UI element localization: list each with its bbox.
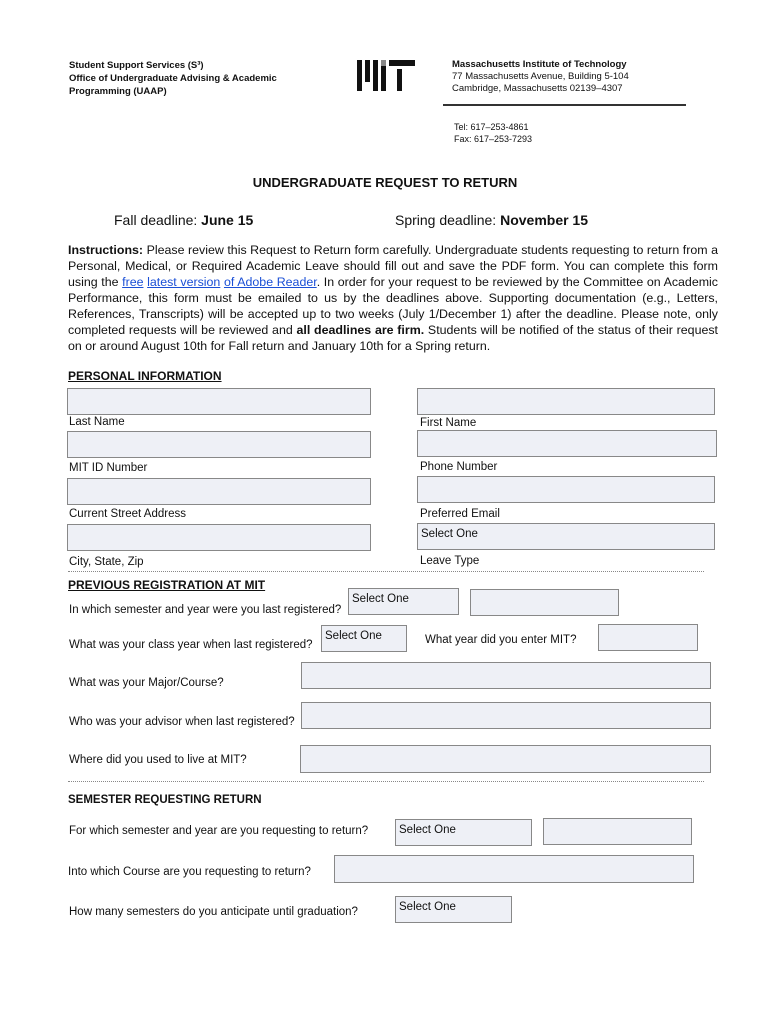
return-semester-question: For which semester and year are you requesting to return? bbox=[69, 825, 369, 837]
residence-question: Where did you used to live at MIT? bbox=[69, 754, 247, 766]
phone-field[interactable] bbox=[417, 430, 717, 457]
instructions-lead: Instructions: bbox=[68, 243, 144, 257]
address-line-2: Cambridge, Massachusetts 02139–4307 bbox=[452, 83, 623, 94]
class-year-select[interactable]: Select One bbox=[321, 625, 407, 652]
section-divider bbox=[68, 571, 704, 572]
mit-logo bbox=[357, 60, 415, 91]
leave-type-select[interactable]: Select One bbox=[417, 523, 715, 550]
enter-year-field[interactable] bbox=[598, 624, 698, 651]
requesting-heading: SEMESTER REQUESTING RETURN bbox=[68, 794, 262, 806]
email-label: Preferred Email bbox=[420, 508, 500, 520]
last-name-label: Last Name bbox=[69, 416, 125, 428]
department-line-2: Office of Undergraduate Advising & Academic bbox=[69, 73, 277, 84]
enter-year-question: What year did you enter MIT? bbox=[425, 634, 577, 646]
return-year-field[interactable] bbox=[543, 818, 692, 845]
city-state-zip-field[interactable] bbox=[67, 524, 371, 551]
form-title: UNDERGRADUATE REQUEST TO RETURN bbox=[252, 175, 518, 190]
advisor-question: Who was your advisor when last registered? bbox=[69, 716, 295, 728]
previous-heading: PREVIOUS REGISTRATION AT MIT bbox=[68, 578, 266, 592]
return-course-field[interactable] bbox=[334, 855, 694, 883]
city-state-zip-label: City, State, Zip bbox=[69, 556, 144, 568]
street-address-label: Current Street Address bbox=[69, 508, 186, 520]
instructions-bold: all deadlines are firm. bbox=[296, 323, 425, 337]
advisor-field[interactable] bbox=[301, 702, 711, 729]
last-semester-select[interactable]: Select One bbox=[348, 588, 459, 615]
department-block bbox=[69, 59, 277, 98]
department-line-1: Student Support Services (S³) bbox=[69, 60, 204, 71]
major-field[interactable] bbox=[301, 662, 711, 689]
return-semester-select[interactable]: Select One bbox=[395, 819, 532, 846]
mit-id-label: MIT ID Number bbox=[69, 462, 148, 474]
spring-deadline-date: November 15 bbox=[500, 212, 589, 228]
major-question: What was your Major/Course? bbox=[69, 677, 224, 689]
instructions-text-1: Please review this Request to Return form carefully. Undergraduate students requesting to return from a Personal, Medical, or Required Academic Leave should fill out and save the PDF form. You can complete this form using the bbox=[68, 243, 718, 289]
telephone: Tel: 617–253-4861 bbox=[454, 122, 529, 132]
street-address-field[interactable] bbox=[67, 478, 371, 505]
last-year-field[interactable] bbox=[470, 589, 619, 616]
department-line-3: Programming (UAAP) bbox=[69, 86, 167, 97]
fall-deadline-label: Fall deadline: bbox=[114, 212, 202, 228]
last-semester-question: In which semester and year were you last registered? bbox=[69, 604, 342, 616]
section-divider-2 bbox=[68, 781, 704, 782]
header-divider bbox=[443, 104, 686, 106]
institution-name: Massachusetts Institute of Technology bbox=[452, 59, 627, 70]
class-year-question: What was your class year when last registered? bbox=[69, 639, 313, 651]
instructions-text-3: Students will be notified of the status of their request on or around August 10th for Fall return and January 10th for a Spring return. bbox=[68, 323, 718, 353]
first-name-label: First Name bbox=[420, 417, 477, 429]
fall-deadline-date: June 15 bbox=[201, 212, 254, 228]
fall-deadline bbox=[114, 212, 253, 228]
free-link[interactable]: free bbox=[122, 275, 144, 289]
address-line-1: 77 Massachusetts Avenue, Building 5-104 bbox=[452, 71, 629, 82]
mit-id-field[interactable] bbox=[67, 431, 371, 458]
phone-label: Phone Number bbox=[420, 461, 498, 473]
institution-block bbox=[452, 59, 629, 95]
spring-deadline-label: Spring deadline: bbox=[395, 212, 501, 228]
email-field[interactable] bbox=[417, 476, 715, 503]
semesters-select[interactable]: Select One bbox=[395, 896, 512, 923]
latest-version-link[interactable]: latest version bbox=[147, 275, 221, 289]
first-name-field[interactable] bbox=[417, 388, 715, 415]
fax: Fax: 617–253-7293 bbox=[454, 134, 533, 144]
instructions-text-2: . In order for your request to be reviewed by the Committee on Academic Performance, this form must be emailed to us by the deadlines above. Supporting documentation (e.g., Letters, References, Transcripts) will be accepted up to two weeks (July 1/December 1) after the deadline. Please note, only completed requests will be reviewed and bbox=[68, 275, 718, 337]
leave-type-label: Leave Type bbox=[420, 555, 480, 567]
residence-field[interactable] bbox=[300, 745, 711, 773]
semesters-question: How many semesters do you anticipate until graduation? bbox=[69, 906, 358, 918]
spring-deadline bbox=[395, 212, 588, 228]
last-name-field[interactable] bbox=[67, 388, 371, 415]
contact-block bbox=[454, 121, 532, 145]
adobe-reader-link[interactable]: of Adobe Reader bbox=[223, 275, 317, 289]
instructions bbox=[68, 242, 718, 354]
return-course-question: Into which Course are you requesting to return? bbox=[68, 866, 311, 878]
personal-heading: PERSONAL INFORMATION bbox=[68, 369, 222, 383]
